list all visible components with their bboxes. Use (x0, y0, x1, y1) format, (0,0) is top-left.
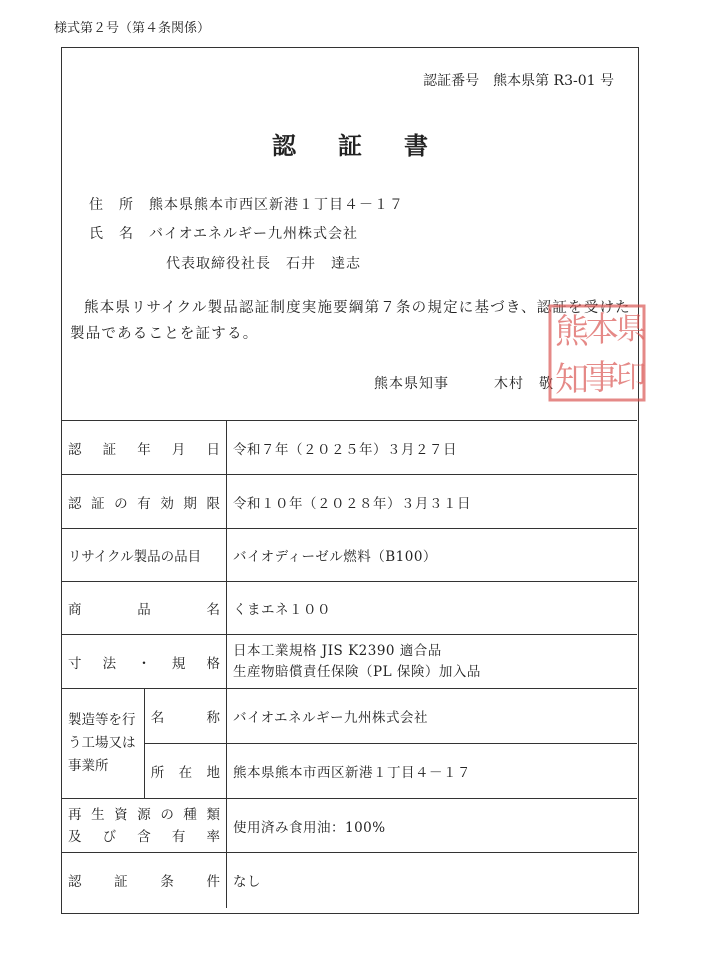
sub-key (144, 689, 226, 744)
spec-line: 日本工業規格 JIS K2390 適合品 (233, 642, 442, 659)
spread-label: 所 在 地 (150, 765, 220, 781)
svg-text:事: 事 (585, 358, 619, 398)
svg-text:熊: 熊 (555, 312, 589, 352)
form-label: 様式第２号（第４条関係） (54, 21, 211, 36)
spread-label: 及 び 含 有 率 (68, 828, 220, 845)
svg-text:県: 県 (616, 312, 646, 347)
row-value: バイオディーゼル燃料（B100） (227, 529, 638, 582)
spec-line: 生産物賠償責任保険（PL 保険）加入品 (233, 663, 481, 680)
table-row (62, 529, 637, 582)
row-key (62, 582, 227, 635)
row-key: リサイクル製品の品目 (62, 529, 227, 582)
row-key (62, 421, 227, 475)
name-label: 氏名 (89, 226, 149, 242)
prefecture-seal-stamp (547, 303, 647, 403)
row-value: バイオエネルギー九州株式会社 (227, 689, 638, 744)
row-key (62, 853, 227, 908)
certificate-details-table (62, 420, 637, 908)
certification-statement: 熊本県リサイクル製品認証制度実施要綱第７条の規定に基づき、認証を受けた製品であることを証する。 (70, 300, 631, 342)
table-row (62, 635, 637, 689)
row-value (227, 635, 638, 689)
address-value: 熊本県熊本市西区新港１丁目４－１７ (149, 197, 404, 213)
spread-label: 再 生 資 源 の 種 類 (68, 806, 220, 823)
table-row (62, 582, 637, 635)
table-row (62, 799, 637, 853)
row-value: 熊本県熊本市西区新港１丁目４－１７ (227, 744, 638, 799)
name-value: バイオエネルギー九州株式会社 (149, 226, 359, 242)
spread-label: 商 品 名 (68, 602, 220, 618)
table-row (62, 689, 637, 744)
spread-label: 認 証 年 月 日 (68, 441, 220, 458)
representative: 代表取締役社長 石井 達志 (166, 256, 361, 272)
spread-label: 認 証 の 有 効 期 限 (68, 495, 220, 512)
name-row (89, 223, 358, 243)
issuer: 熊本県知事 木村 敬 (374, 376, 554, 392)
svg-text:知: 知 (555, 360, 589, 400)
spread-label: 寸 法 ・ 規 格 (68, 655, 220, 672)
table-row (62, 744, 637, 799)
spread-label: 名 称 (150, 710, 220, 726)
certificate-title: 認証書 (272, 131, 470, 160)
address-row (89, 194, 404, 214)
row-key (62, 475, 227, 529)
table-row (62, 853, 637, 908)
row-key (62, 635, 227, 689)
spread-label: 認 証 条 件 (68, 874, 220, 891)
table-row (62, 421, 637, 475)
row-value: 使用済み食用油：100% (227, 799, 638, 853)
row-value: なし (227, 853, 638, 908)
row-key (62, 799, 227, 853)
row-value: くまエネ１００ (227, 582, 638, 635)
svg-text:印: 印 (616, 360, 646, 395)
certificate-number: 認証番号 熊本県第 R3-01 号 (423, 73, 614, 89)
row-value: 令和７年（２０２５年）３月２７日 (227, 421, 638, 475)
svg-text:本: 本 (585, 310, 619, 350)
facility-heading: 製造等を行う工場又は事業所 (62, 689, 144, 799)
address-label: 住所 (89, 197, 149, 213)
row-value: 令和１０年（２０２８年）３月３１日 (227, 475, 638, 529)
table-row (62, 475, 637, 529)
certificate-frame (61, 47, 646, 914)
sub-key (144, 744, 226, 799)
